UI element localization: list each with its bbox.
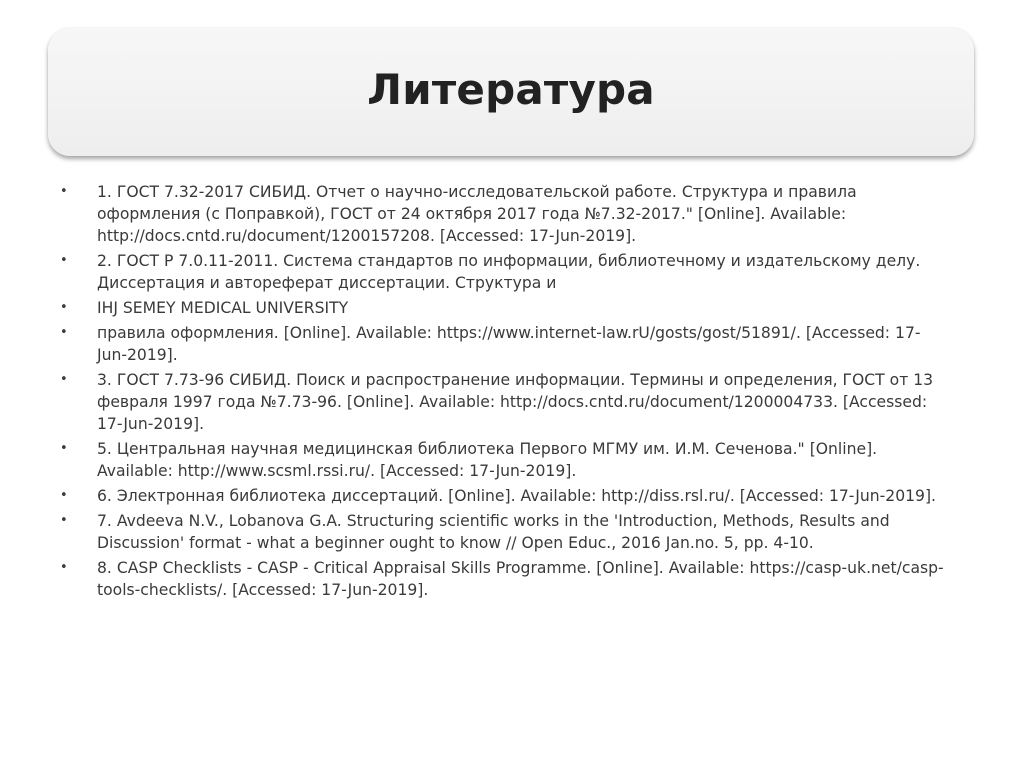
list-item xyxy=(60,181,950,247)
bullet-icon: • xyxy=(60,513,68,528)
list-item xyxy=(60,322,950,366)
reference-text: 7. Avdeeva N.V., Lobanova G.A. Structuring scientific works in the 'Introduction, Methods, Results and Discussion' format - what a beginner ought to know // Open Educ., 2016 Jan.no. 5, pp. 4-10. xyxy=(97,512,890,552)
list-item xyxy=(60,297,950,319)
reference-text: 5. Центральная научная медицинская библиотека Первого МГМУ им. И.М. Сеченова." [Online]. Available: http://www.scsml.rssi.ru/. [Accessed: 17-Jun-2019]. xyxy=(97,440,878,480)
reference-text: 8. CASP Checklists - CASP - Critical Appraisal Skills Programme. [Online]. Available: https://casp-uk.net/casp-tools-checklists/. [Accessed: 17-Jun-2019]. xyxy=(97,559,944,599)
page-title: Литература xyxy=(367,64,655,114)
title-box xyxy=(48,28,974,156)
bullet-icon: • xyxy=(60,253,68,268)
list-item xyxy=(60,485,950,507)
list-item xyxy=(60,510,950,554)
reference-text: 2. ГОСТ Р 7.0.11-2011. Система стандартов по информации, библиотечному и издательскому делу. Диссертация и автореферат диссертации. Структура и xyxy=(97,252,921,292)
list-item xyxy=(60,438,950,482)
bullet-icon: • xyxy=(60,372,68,387)
reference-list xyxy=(60,181,950,604)
reference-text: правила оформления. [Online]. Available: https://www.internet-law.rU/gosts/gost/51891/. [Accessed: 17-Jun-2019]. xyxy=(97,324,921,364)
bullet-icon: • xyxy=(60,560,68,575)
bullet-icon: • xyxy=(60,325,68,340)
bullet-icon: • xyxy=(60,441,68,456)
reference-text: 6. Электронная библиотека диссертаций. [Online]. Available: http://diss.rsl.ru/. [Accessed: 17-Jun-2019]. xyxy=(97,487,937,505)
bullet-icon: • xyxy=(60,300,68,315)
bullet-icon: • xyxy=(60,488,68,503)
reference-text: 1. ГОСТ 7.32-2017 СИБИД. Отчет о научно-исследовательской работе. Структура и правила оформления (с Поправкой), ГОСТ от 24 октября 2017 года №7.32-2017." [Online]. Available: http://docs.cntd.ru/document/1200157208. [Accessed: 17-Jun-2019]. xyxy=(97,183,857,245)
list-item xyxy=(60,557,950,601)
bullet-icon: • xyxy=(60,184,68,199)
list-item xyxy=(60,369,950,435)
list-item xyxy=(60,250,950,294)
reference-text: IHJ SEMEY MEDICAL UNIVERSITY xyxy=(97,299,349,317)
reference-text: 3. ГОСТ 7.73-96 СИБИД. Поиск и распространение информации. Термины и определения, ГОСТ от 13 февраля 1997 года №7.73-96. [Online]. Available: http://docs.cntd.ru/document/1200004733. [Accessed: 17-Jun-2019]. xyxy=(97,371,934,433)
